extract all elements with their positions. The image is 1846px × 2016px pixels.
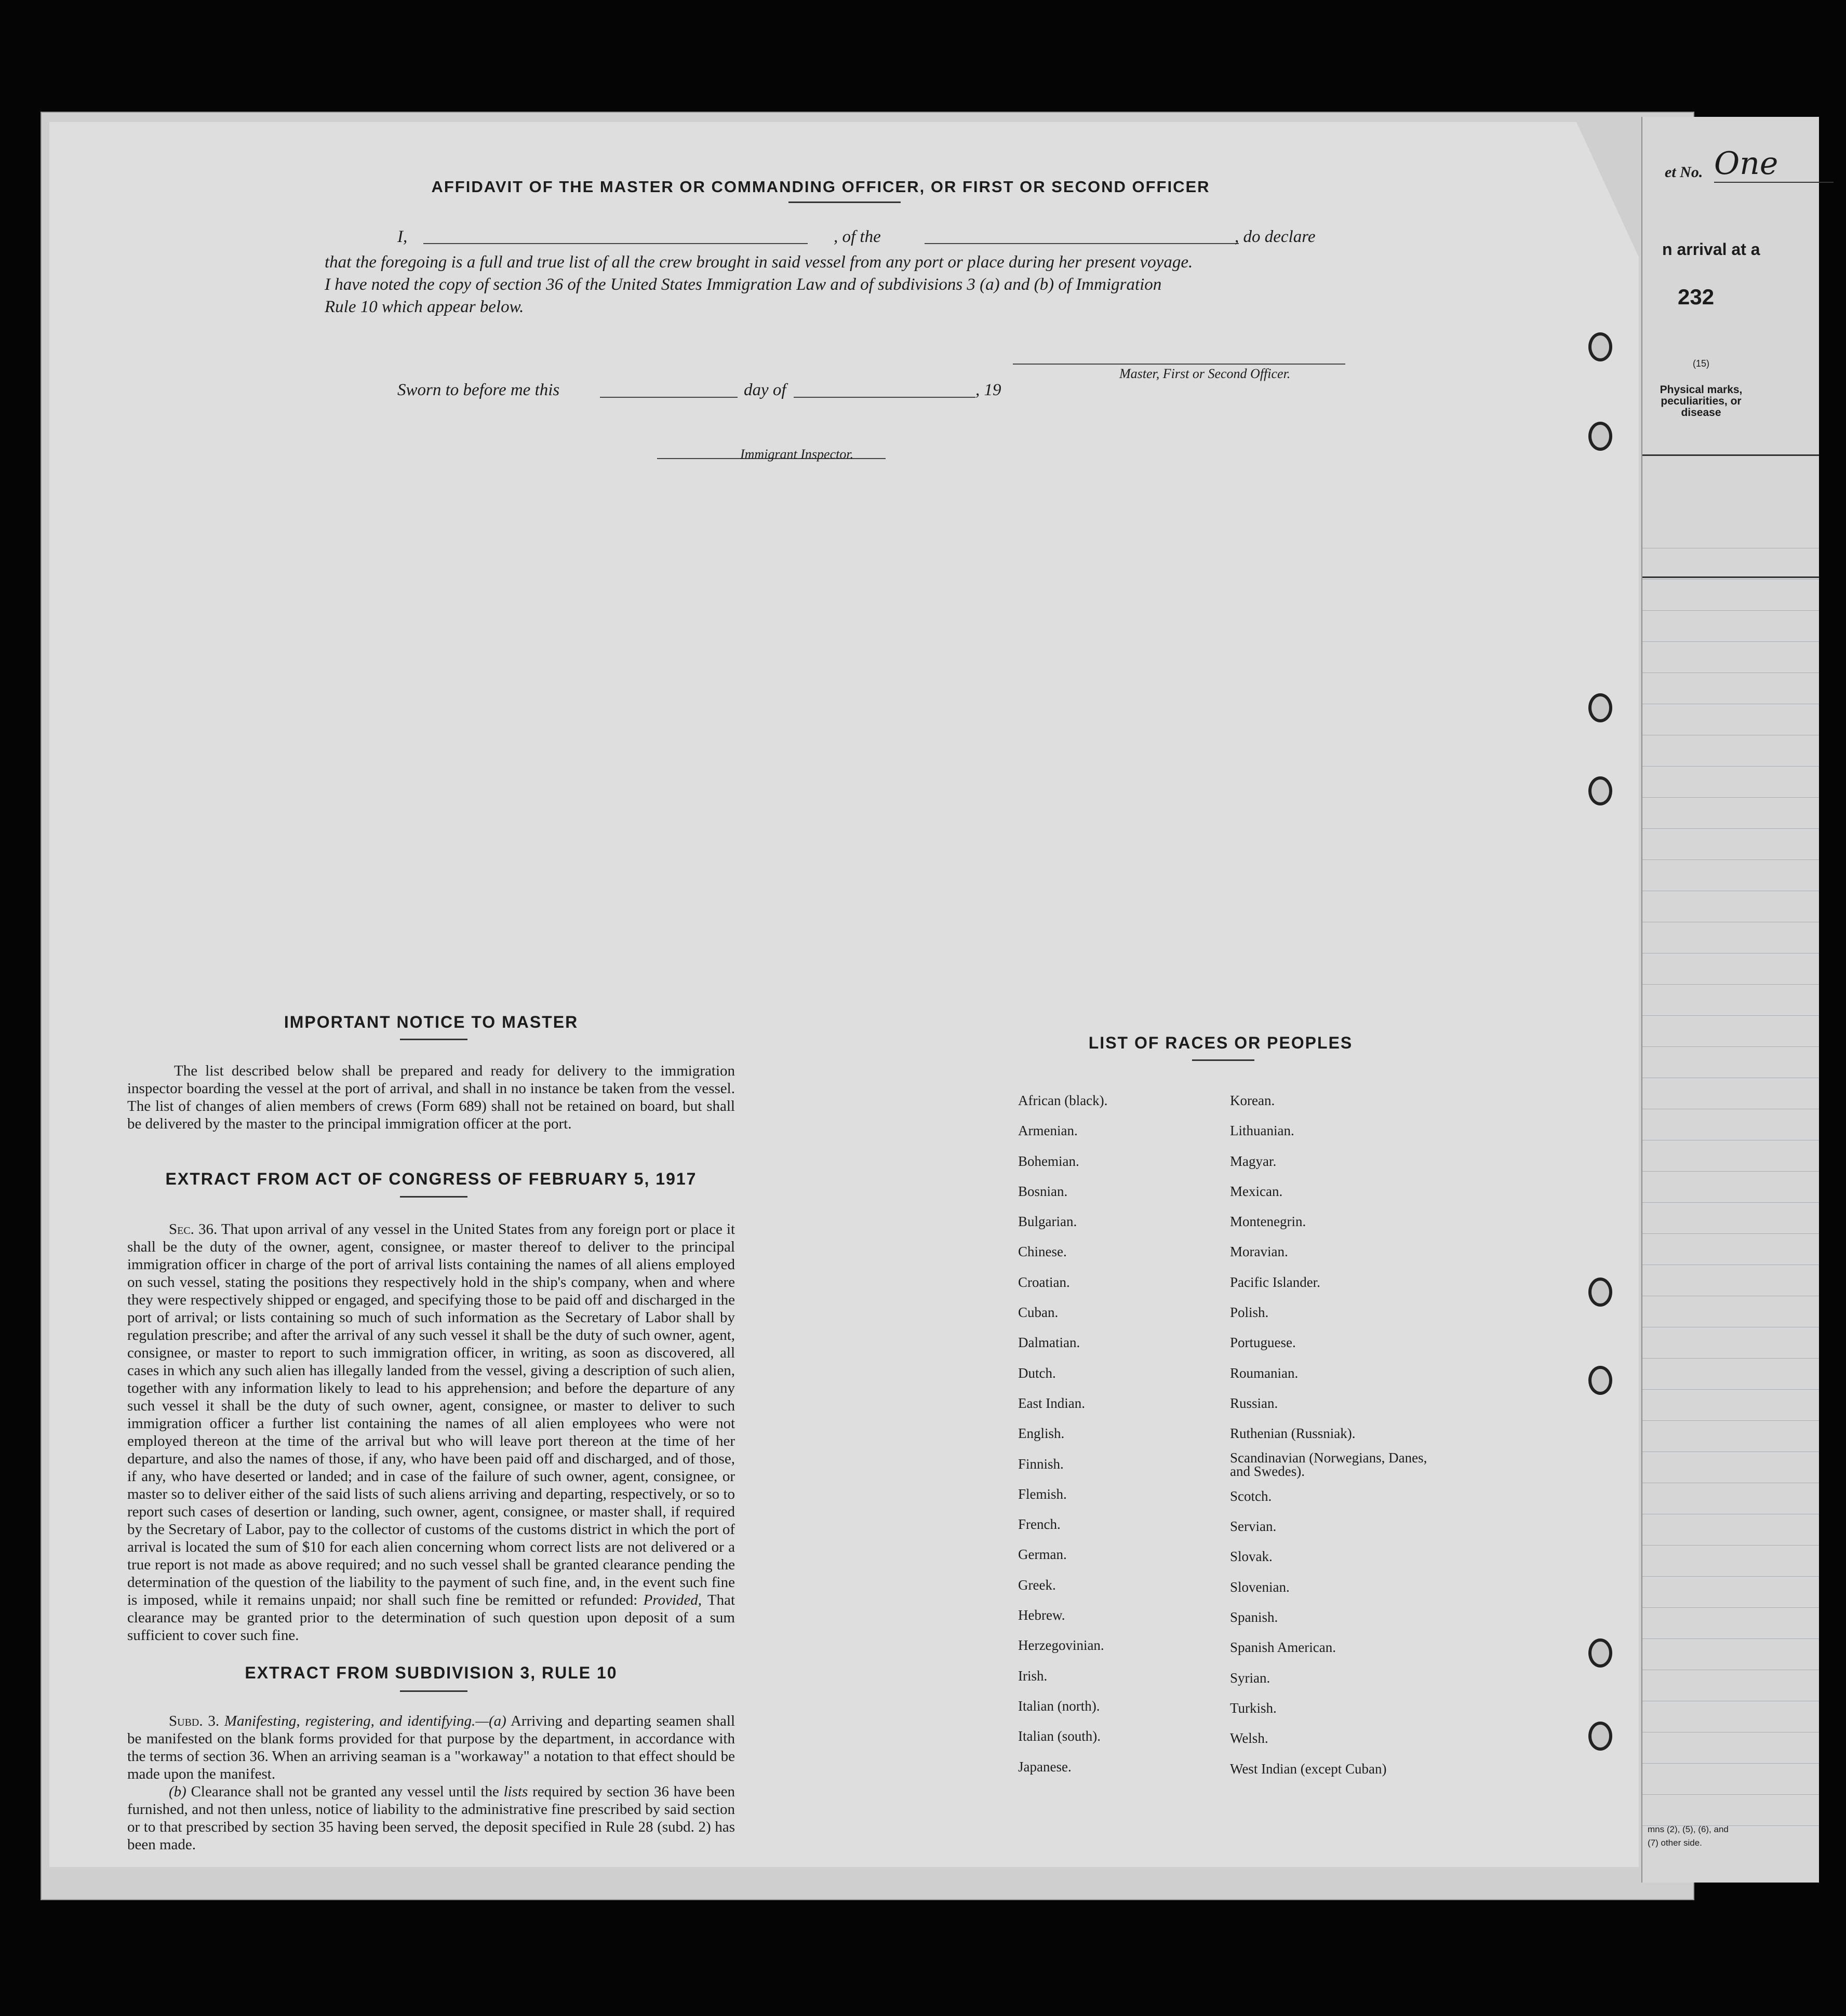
- punch-hole: [1588, 332, 1612, 361]
- race-item: Chinese.: [1018, 1244, 1067, 1260]
- month-blank: [794, 397, 975, 398]
- races-left-column: [1018, 1085, 1215, 1782]
- affidavit-line-4: Rule 10 which appear below.: [325, 298, 524, 316]
- affidavit-title: AFFIDAVIT OF THE MASTER OR COMMANDING OFFICER, OR FIRST OR SECOND OFFICER: [431, 178, 1210, 196]
- affidavit-line-2: that the foregoing is a full and true list of all the crew brought in said vessel from any port or place during her present voyage.: [325, 253, 1193, 272]
- race-item: Italian (north).: [1018, 1698, 1100, 1714]
- subd-b-body-1: Clearance shall not be granted any vessel until the: [186, 1783, 504, 1800]
- extract-rule-title: EXTRACT FROM SUBDIVISION 3, RULE 10: [245, 1663, 618, 1682]
- subd-b-text: [127, 1783, 735, 1853]
- affidavit-line-3: I have noted the copy of section 36 of the United States Immigration Law and of subdivisions 3 (a) and (b) of Immigration: [325, 275, 1162, 294]
- name-blank: [423, 243, 808, 244]
- subd-a-text: [127, 1712, 735, 1783]
- race-item: Moravian.: [1230, 1244, 1288, 1260]
- affidavit-of-the: , of the: [834, 227, 881, 246]
- race-item: Slovak.: [1230, 1549, 1273, 1565]
- underlying-manifest-right-edge: [1641, 117, 1819, 1883]
- race-item: Hebrew.: [1018, 1607, 1065, 1623]
- subd-b-body-2: required by section 36 have been furnished, and not then unless, notice of liability to the administrative fine prescribed by said section or to that prescribed by section 35 having been served, the deposit specified in Rule 28 (subd. 2) has been made.: [127, 1783, 735, 1853]
- race-item: Montenegrin.: [1230, 1214, 1306, 1230]
- race-item: Spanish.: [1230, 1609, 1278, 1625]
- vessel-blank: [925, 243, 1239, 244]
- day-of-text: day of: [744, 381, 786, 399]
- race-item: Herzegovinian.: [1018, 1637, 1104, 1654]
- subd-b-label: (b): [169, 1783, 186, 1800]
- races-right-column: [1230, 1085, 1448, 1784]
- master-signature-line: [1013, 364, 1345, 365]
- race-item: Bohemian.: [1018, 1153, 1079, 1169]
- arrival-heading: n arrival at a: [1662, 240, 1760, 259]
- race-item: Polish.: [1230, 1305, 1269, 1321]
- race-item: Irish.: [1018, 1668, 1048, 1684]
- sheet-number-label: et No.: [1665, 164, 1703, 181]
- race-item: Magyar.: [1230, 1153, 1277, 1169]
- race-item: Syrian.: [1230, 1670, 1270, 1686]
- race-item: Mexican.: [1230, 1183, 1283, 1199]
- notice-title: IMPORTANT NOTICE TO MASTER: [284, 1013, 579, 1031]
- master-signature-label: Master, First or Second Officer.: [1119, 366, 1291, 381]
- punch-hole: [1588, 1366, 1612, 1395]
- race-item: West Indian (except Cuban): [1230, 1760, 1387, 1777]
- race-item: French.: [1018, 1516, 1061, 1533]
- footer-note: mns (2), (5), (6), and (7) other side.: [1648, 1824, 1729, 1848]
- race-item: Spanish American.: [1230, 1639, 1336, 1656]
- race-item: Servian.: [1230, 1518, 1277, 1535]
- race-item: Scotch.: [1230, 1488, 1272, 1504]
- punch-hole: [1588, 693, 1612, 722]
- punch-hole: [1588, 1278, 1612, 1307]
- race-item: Dalmatian.: [1018, 1335, 1080, 1351]
- race-item: English.: [1018, 1426, 1065, 1442]
- race-item: Portuguese.: [1230, 1335, 1296, 1351]
- subd-label: Subd. 3.: [169, 1713, 220, 1729]
- race-item: Flemish.: [1018, 1486, 1067, 1502]
- column-number: (15): [1692, 358, 1709, 369]
- race-item: German.: [1018, 1547, 1067, 1563]
- notice-title-rule: [400, 1039, 467, 1040]
- punch-hole: [1588, 1722, 1612, 1751]
- stamp-number: 232: [1678, 285, 1715, 309]
- inspector-label: Immigrant Inspector.: [740, 447, 854, 462]
- race-item: Ruthenian (Russniak).: [1230, 1426, 1356, 1442]
- physical-marks-column-header: Physical marks, peculiarities, or disease: [1660, 384, 1743, 419]
- race-item: Finnish.: [1018, 1456, 1064, 1472]
- sheet-number-value: One: [1714, 145, 1834, 183]
- race-item: Pacific Islander.: [1230, 1274, 1320, 1290]
- subd-heading: Manifesting, registering, and identifying.: [224, 1713, 476, 1729]
- notice-text: The list described below shall be prepared and ready for delivery to the immigration inspector boarding the vessel at the port of arrival, and shall in no instance be taken from the vessel. The list of changes of alien members of crews (Form 689) shall not be retained on board, but shall be delivered by the master to the principal immigration officer at the port.: [127, 1063, 735, 1132]
- races-title-rule: [1192, 1059, 1254, 1061]
- subd-a-body: Arriving and departing seamen shall be manifested on the blank forms provided for that purpose by the department, in accordance with the terms of section 36. When an arriving seaman is a "workaway" a notation to that effect should be made upon the manifest.: [127, 1713, 735, 1782]
- sworn-text: Sworn to before me this: [397, 381, 560, 399]
- extract-act-rule: [400, 1196, 467, 1198]
- race-item: East Indian.: [1018, 1395, 1085, 1411]
- race-item: Lithuanian.: [1230, 1123, 1294, 1139]
- sec-text-end: That clearance may be granted prior to the determination of such question upon deposit of a sum sufficient to cover such fine.: [127, 1592, 735, 1644]
- race-item: Welsh.: [1230, 1730, 1268, 1746]
- race-item: Bulgarian.: [1018, 1214, 1077, 1230]
- race-item: Scandinavian (Norwegians, Danes, and Swedes).: [1230, 1449, 1427, 1479]
- sec-label: Sec. 36.: [169, 1221, 218, 1238]
- year-prefix: , 19: [975, 381, 1001, 399]
- race-item: Japanese.: [1018, 1758, 1072, 1775]
- affidavit-declare: , do declare: [1235, 227, 1316, 246]
- punch-hole: [1588, 422, 1612, 451]
- subd-a-label: —(a): [475, 1713, 506, 1729]
- sworn-day-blank: [600, 397, 738, 398]
- punch-hole: [1588, 776, 1612, 805]
- race-item: Slovenian.: [1230, 1579, 1290, 1595]
- race-item: Russian.: [1230, 1395, 1278, 1411]
- race-item: Dutch.: [1018, 1365, 1056, 1381]
- affidavit-i: I,: [397, 227, 408, 246]
- punch-hole: [1588, 1638, 1612, 1668]
- race-item: Croatian.: [1018, 1274, 1070, 1290]
- race-item: Italian (south).: [1018, 1728, 1101, 1744]
- extract-rule-rule: [400, 1690, 467, 1692]
- sec-text: That upon arrival of any vessel in the United States from any foreign port or place it shall be the duty of the owner, agent, consignee, or master thereof to deliver to the principal immigration officer in charge of the port of arrival lists containing the names of all aliens employed on such vessel, stating the positions they respectively hold in the ship's company, when and where they were respectively shipped or engaged, and specifying those to be paid off and discharged in the port of arrival; or lists containing so much of such information as the Secretary of Labor shall by regulation prescribe; and after the arrival of any such vessel it shall be the duty of such owner, agent, consignee, or master to report to such immigration officer, in writing, as soon as discovered, all cases in which any such alien has illegally landed from the vessel, giving a description of such alien, together with any information likely to lead to his apprehension; and before the departure of any such vessel it shall be the duty of such owner, agent, consignee, or master to deliver to such immigration officer a further list containing the names of all alien employees who were not employed thereon at the time of the arrival but who will leave port thereon at the time of her departure, and also the names of those, if any, who have been paid off and discharged, and of those, if any, who have deserted or landed; and in case of the failure of such owner, agent, consignee, or master so to deliver either of the said lists of such aliens arriving and departing, respectively, or so to report such cases of desertion or landing, such owner, agent, consignee, or master shall, if required by the Secretary of Labor, pay to the collector of customs of the customs district in which the port of arrival is located the sum of $10 for each alien concerning whom correct lists are not delivered or a true report is not made as above required; and no such vessel shall be granted clearance pending the determination of the question of the liability to the payment of such fine, and, in the event such fine is imposed, while it remains unpaid; nor shall such fine be remitted or refunded:: [127, 1221, 735, 1608]
- race-item: Armenian.: [1018, 1123, 1078, 1139]
- race-item: Greek.: [1018, 1577, 1056, 1593]
- race-item: Bosnian.: [1018, 1183, 1068, 1199]
- races-title: LIST OF RACES OR PEOPLES: [1088, 1033, 1353, 1052]
- extract-act-text: [127, 1220, 735, 1644]
- extract-act-title: EXTRACT FROM ACT OF CONGRESS OF FEBRUARY 5, 1917: [165, 1170, 697, 1188]
- race-item: African (black).: [1018, 1093, 1108, 1108]
- subd-b-lists: lists: [503, 1783, 528, 1800]
- race-item: Korean.: [1230, 1093, 1275, 1108]
- title-rule: [788, 201, 901, 203]
- race-item: Turkish.: [1230, 1700, 1277, 1716]
- race-item: Cuban.: [1018, 1305, 1059, 1321]
- race-item: Roumanian.: [1230, 1365, 1299, 1381]
- provided-word: Provided,: [643, 1592, 702, 1608]
